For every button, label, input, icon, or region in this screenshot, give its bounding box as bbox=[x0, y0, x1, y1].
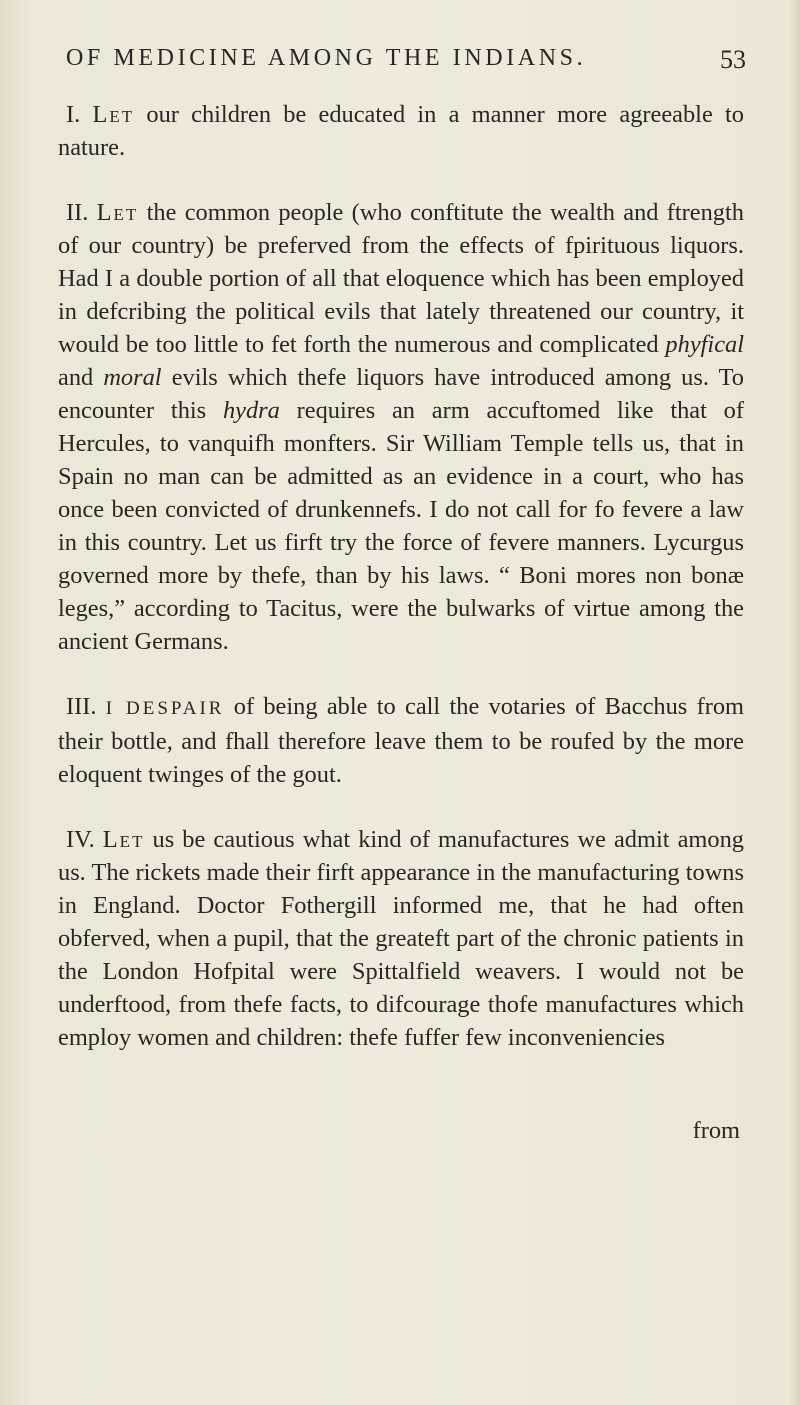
paragraph-3: III. I DESPAIR of being able to call the votaries of Bacchus from their bottle, and fhall therefore leave them to be roufed by the more eloquent twinges of the gout. bbox=[58, 693, 744, 788]
page-number: 53 bbox=[720, 45, 746, 74]
catchword: from bbox=[692, 1117, 740, 1144]
running-header bbox=[66, 35, 746, 79]
paragraph-1: I. Let our children be educated in a manner more agreeable to nature. bbox=[58, 101, 744, 161]
paragraph-4: IV. Let us be cautious what kind of manufactures we admit among us. The rickets made their firft appearance in the manufacturing towns in England. Doctor Fothergill informed me, that he had often obferved, when a pupil, that the greateft part of the chronic patients in the London Hofpital were Spittalfield weavers. I would not be underftood, from thefe facts, to difcourage thofe manufactures which employ women and children: thefe fuffer few inconveniencies bbox=[58, 826, 744, 1051]
body-text bbox=[58, 98, 744, 1086]
running-title: OF MEDICINE AMONG THE INDIANS. bbox=[66, 45, 587, 71]
paragraph-2: II. Let the common people (who conftitute the wealth and ftrength of our country) be preferved from the effects of fpirituous liquors. Had I a double portion of all that eloquence which has been employed in defcribing the political evils that lately threatened our country, it would be too little to fet forth the numerous and complicated phyfical and moral evils which thefe liquors have introduced among us. To encounter this hydra requires an arm accuftomed like that of Hercules, to vanquifh monfters. Sir William Temple tells us, that in Spain no man can be admitted as an evidence in a court, who has once been convicted of drunkennefs. I do not call for fo fevere a law in this country. Let us firft try the force of fevere manners. Lycurgus governed more by thefe, than by his laws. “ Boni mores non bonæ leges,” according to Tacitus, were the bulwarks of virtue among the ancient Germans. bbox=[58, 199, 744, 655]
